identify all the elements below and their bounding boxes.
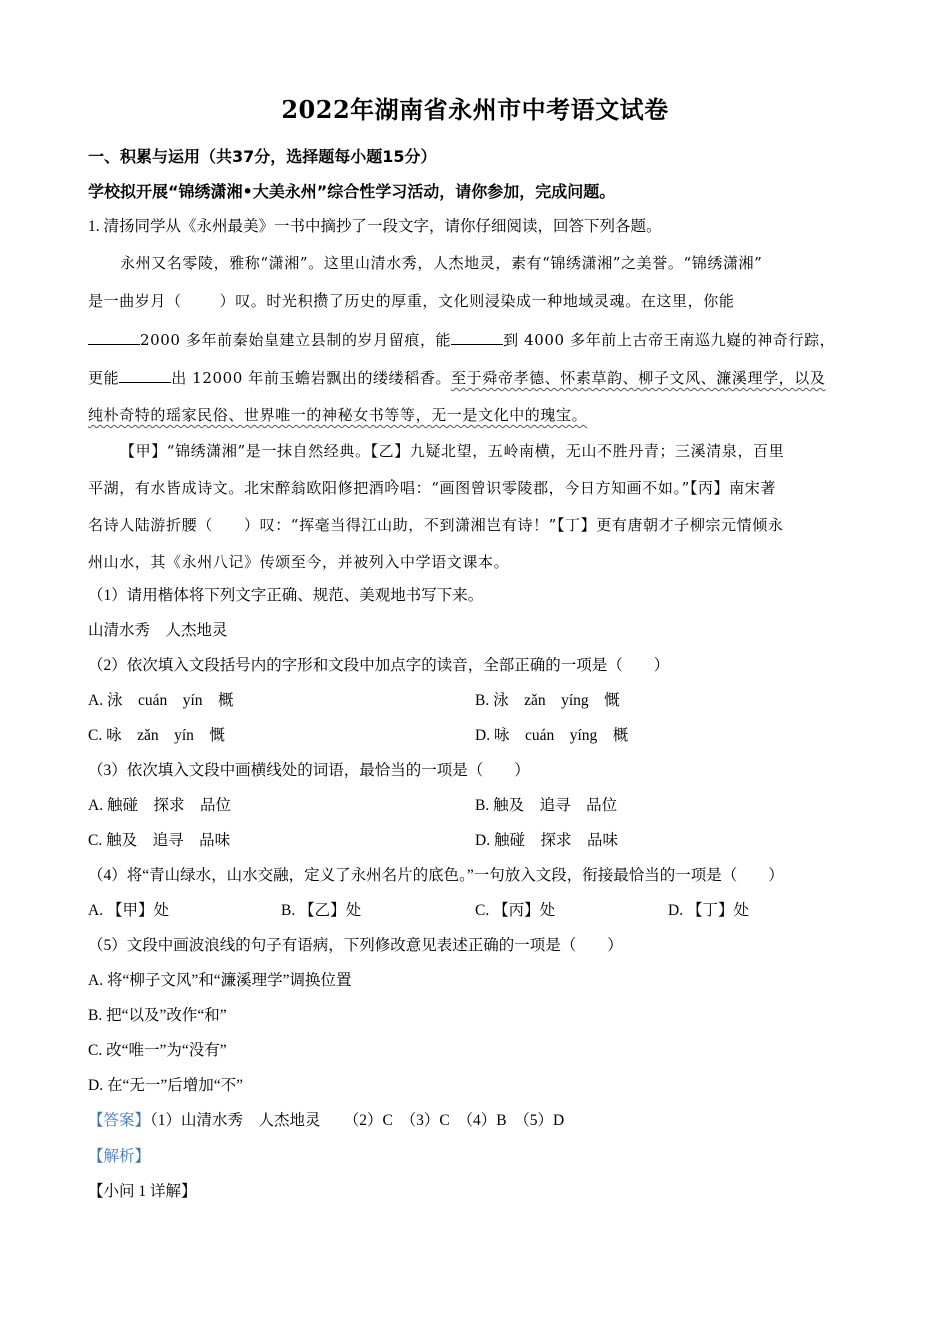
analysis-label: 【解析】	[88, 1148, 151, 1165]
option-b[interactable]: B. 【乙】处	[281, 902, 362, 919]
dotted-char: 攒	[313, 292, 329, 310]
sub-question-2-prompt: （2）依次填入文段括号内的字形和文段中加点字的读音，全部正确的一项是（ ）	[88, 657, 670, 674]
option-b[interactable]: B. 把“以及”改作“和”	[88, 1007, 227, 1024]
activity-heading: 学校拟开展“锦绣潇湘•大美永州”综合性学习活动，请你参加，完成问题。	[88, 182, 616, 201]
wavy-sentence: 纯朴奇特的瑶家民俗、世界唯一的神秘女书等等，无一是文化中的瑰宝。	[88, 406, 588, 424]
wavy-sentence: 至于舜帝孝德、怀素草韵、柳子文风、濂溪理学，以及	[451, 369, 826, 387]
option-c[interactable]: C. 改“唯一”为“没有”	[88, 1042, 227, 1059]
option-d[interactable]: D. 在“无一”后增加“不”	[88, 1077, 243, 1094]
option-a[interactable]: A. 将“柳子文风”和“濂溪理学”调换位置	[88, 972, 352, 989]
passage-line: 永州又名零陵，雅称“潇湘”。这里山清水秀，人杰地灵，素有“锦绣潇湘”之美誉。“锦绣潇湘”	[120, 254, 763, 272]
sub-question-3-prompt: （3）依次填入文段中画横线处的词语，最恰当的一项是（ ）	[88, 762, 530, 779]
passage-text: 平湖，有水皆成诗文。北宋醉翁欧阳修把酒	[88, 479, 385, 497]
detail-label: 【小问 1 详解】	[88, 1183, 197, 1200]
passage-line	[88, 366, 825, 389]
option-b[interactable]: B. 触及 追寻 品位	[475, 797, 618, 814]
option-c[interactable]: C. 咏 zǎn yín 慨	[88, 727, 225, 744]
passage-text: ）叹。时光积	[219, 292, 314, 310]
passage-text: 是一曲岁月（	[88, 292, 182, 310]
answer-text: （1）山清水秀 人杰地灵 （2）C （3）C （4）B （5）D	[150, 1112, 565, 1129]
question-1-intro: 1. 清扬同学从《永州最美》一书中摘抄了一段文字，请你仔细阅读，回答下列各题。	[88, 218, 662, 235]
option-d[interactable]: D. 触碰 探求 品味	[475, 832, 618, 849]
passage-text: 唱：“画图曾识零陵郡，今日方知画不如。”【丙】南宋著	[400, 479, 776, 497]
answer-label: 【答案】	[88, 1112, 151, 1129]
passage-line: 【甲】“锦绣潇湘”是一抹自然经典。【乙】九疑北望，五岭南横，无山不胜丹青；三溪清泉，百里	[120, 442, 785, 460]
fill-blank	[119, 366, 171, 383]
dotted-char: 吟	[384, 479, 401, 497]
fill-blank	[451, 328, 503, 345]
option-c[interactable]: C. 【丙】处	[475, 902, 556, 919]
section-heading: 一、积累与运用（共37分，选择题每小题15分）	[88, 147, 437, 166]
sub-question-1-text: 山清水秀 人杰地灵	[88, 622, 228, 639]
passage-text: 出 12000 年前玉蟾岩飘出的缕缕稻香。	[171, 369, 452, 387]
passage-text: 了历史的厚重，文化则浸染成一种地域灵魂。在这里，你能	[328, 292, 735, 310]
passage-line: 州山水，其《永州八记》传颂至今，并被列入中学语文课本。	[88, 553, 510, 571]
passage-text: 2000 多年前秦始皇建立县制的岁月留痕，能	[140, 331, 452, 349]
passage-line	[88, 404, 587, 426]
passage-line	[88, 328, 835, 351]
passage-line: 名诗人陆游折腰（ ）叹：“挥毫当得江山助，不到潇湘岂有诗！”【丁】更有唐朝才子柳宗元情倾永	[88, 516, 784, 534]
option-a[interactable]: A. 泳 cuán yín 概	[88, 692, 234, 709]
sub-question-5-prompt: （5）文段中画波浪线的句子有语病，下列修改意见表述正确的一项是（ ）	[88, 937, 623, 954]
passage-text: 到 4000 多年前上古帝王南巡九嶷的神奇行踪，	[503, 331, 836, 349]
sub-question-4-prompt: （4）将“青山绿水，山水交融，定义了永州名片的底色。”一句放入文段，衔接最恰当的一项是（ ）	[88, 867, 784, 884]
answer-row	[88, 1110, 564, 1132]
option-d[interactable]: D. 咏 cuán yíng 概	[475, 727, 629, 744]
passage-text: 更能	[88, 369, 120, 387]
option-row	[88, 690, 234, 712]
page-title: 2022年湖南省永州市中考语文试卷	[281, 95, 669, 124]
option-a[interactable]: A. 触碰 探求 品位	[88, 797, 231, 814]
option-a[interactable]: A. 【甲】处	[88, 902, 169, 919]
passage-line	[88, 477, 776, 499]
option-b[interactable]: B. 泳 zǎn yíng 慨	[475, 692, 620, 709]
option-c[interactable]: C. 触及 追寻 品味	[88, 832, 231, 849]
option-d[interactable]: D. 【丁】处	[668, 902, 749, 919]
passage-line	[88, 290, 734, 312]
sub-question-1-prompt: （1）请用楷体将下列文字正确、规范、美观地书写下来。	[88, 587, 484, 604]
fill-blank	[88, 328, 140, 345]
